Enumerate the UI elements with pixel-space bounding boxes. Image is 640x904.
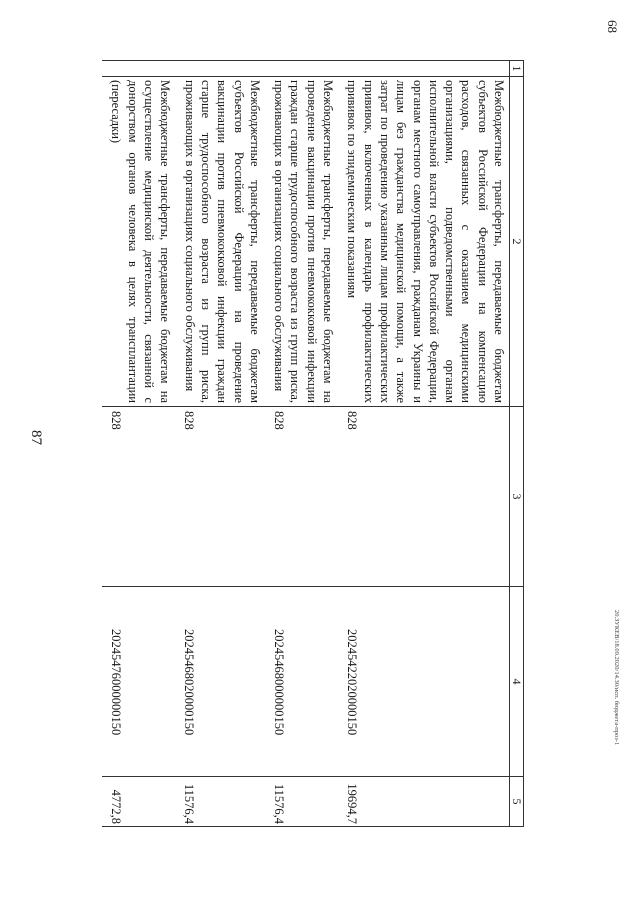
footer-stamp: 20.ЗУКЕВ/18.09.2020/14.30/исп. бюджета-проз-1 [613,610,620,746]
column-header: 3 [510,407,524,587]
row-amount: 11576,4 [175,777,264,827]
table-row [102,61,175,827]
row-amount: 4772,8 [102,777,175,827]
row-description: Межбюджетные трансферты, передаваемые бюджетам субъектов Российской Федерации на проведение вакцинации против пневмококковой инфекции граждан старше трудоспособного возраста из групп риска, проживающих в организациях социального обслуживания [175,77,264,407]
table-row [175,61,264,827]
row-description: Межбюджетные трансферты, передаваемые бюджетам на осуществление медицинской деятельности, связанной с донорством органов человека в целях трансплантации (пересадки) [102,77,175,407]
budget-table [102,60,524,827]
table-header-row [510,61,524,827]
column-header: 1 [510,61,524,77]
row-number-cell [102,61,175,77]
row-description: Межбюджетные трансферты, передаваемые бюджетам субъектов Российской Федерации на компенсацию расходов, связанных с оказанием медицинскими организациями, подведомственными органам исполнительной власти субъектов Российской Федерации, органам местного самоуправления, гражданам Украины и лицам без гражданства медицинской помощи, а также затрат по проведению указанным лицам профилактических прививок, включенных в календарь профилактических прививок по эпидемическим показаниям [338,77,509,407]
row-admin-code: 828 [338,407,509,587]
row-admin-code: 828 [175,407,264,587]
row-amount: 11576,4 [265,777,338,827]
row-number-cell [338,61,509,77]
row-amount: 19694,7 [338,777,509,827]
row-budget-code: 20245468000000150 [265,587,338,777]
row-number-cell [175,61,264,77]
row-admin-code: 828 [265,407,338,587]
row-admin-code: 828 [102,407,175,587]
row-budget-code: 20245476000000150 [102,587,175,777]
corner-number: 68 [605,20,620,33]
row-budget-code: 20245422020000150 [338,587,509,777]
row-budget-code: 20245468020000150 [175,587,264,777]
column-header: 5 [510,777,524,827]
column-header: 2 [510,77,524,407]
row-number-cell [265,61,338,77]
table-row [338,61,509,827]
column-header: 4 [510,587,524,777]
page-number: 87 [28,430,44,445]
row-description: Межбюджетные трансферты, передаваемые бюджетам на проведение вакцинации против пневмококковой инфекции граждан старше трудоспособного возраста из групп риска, проживающих в организациях социального обслуживания [265,77,338,407]
table-row [265,61,338,827]
